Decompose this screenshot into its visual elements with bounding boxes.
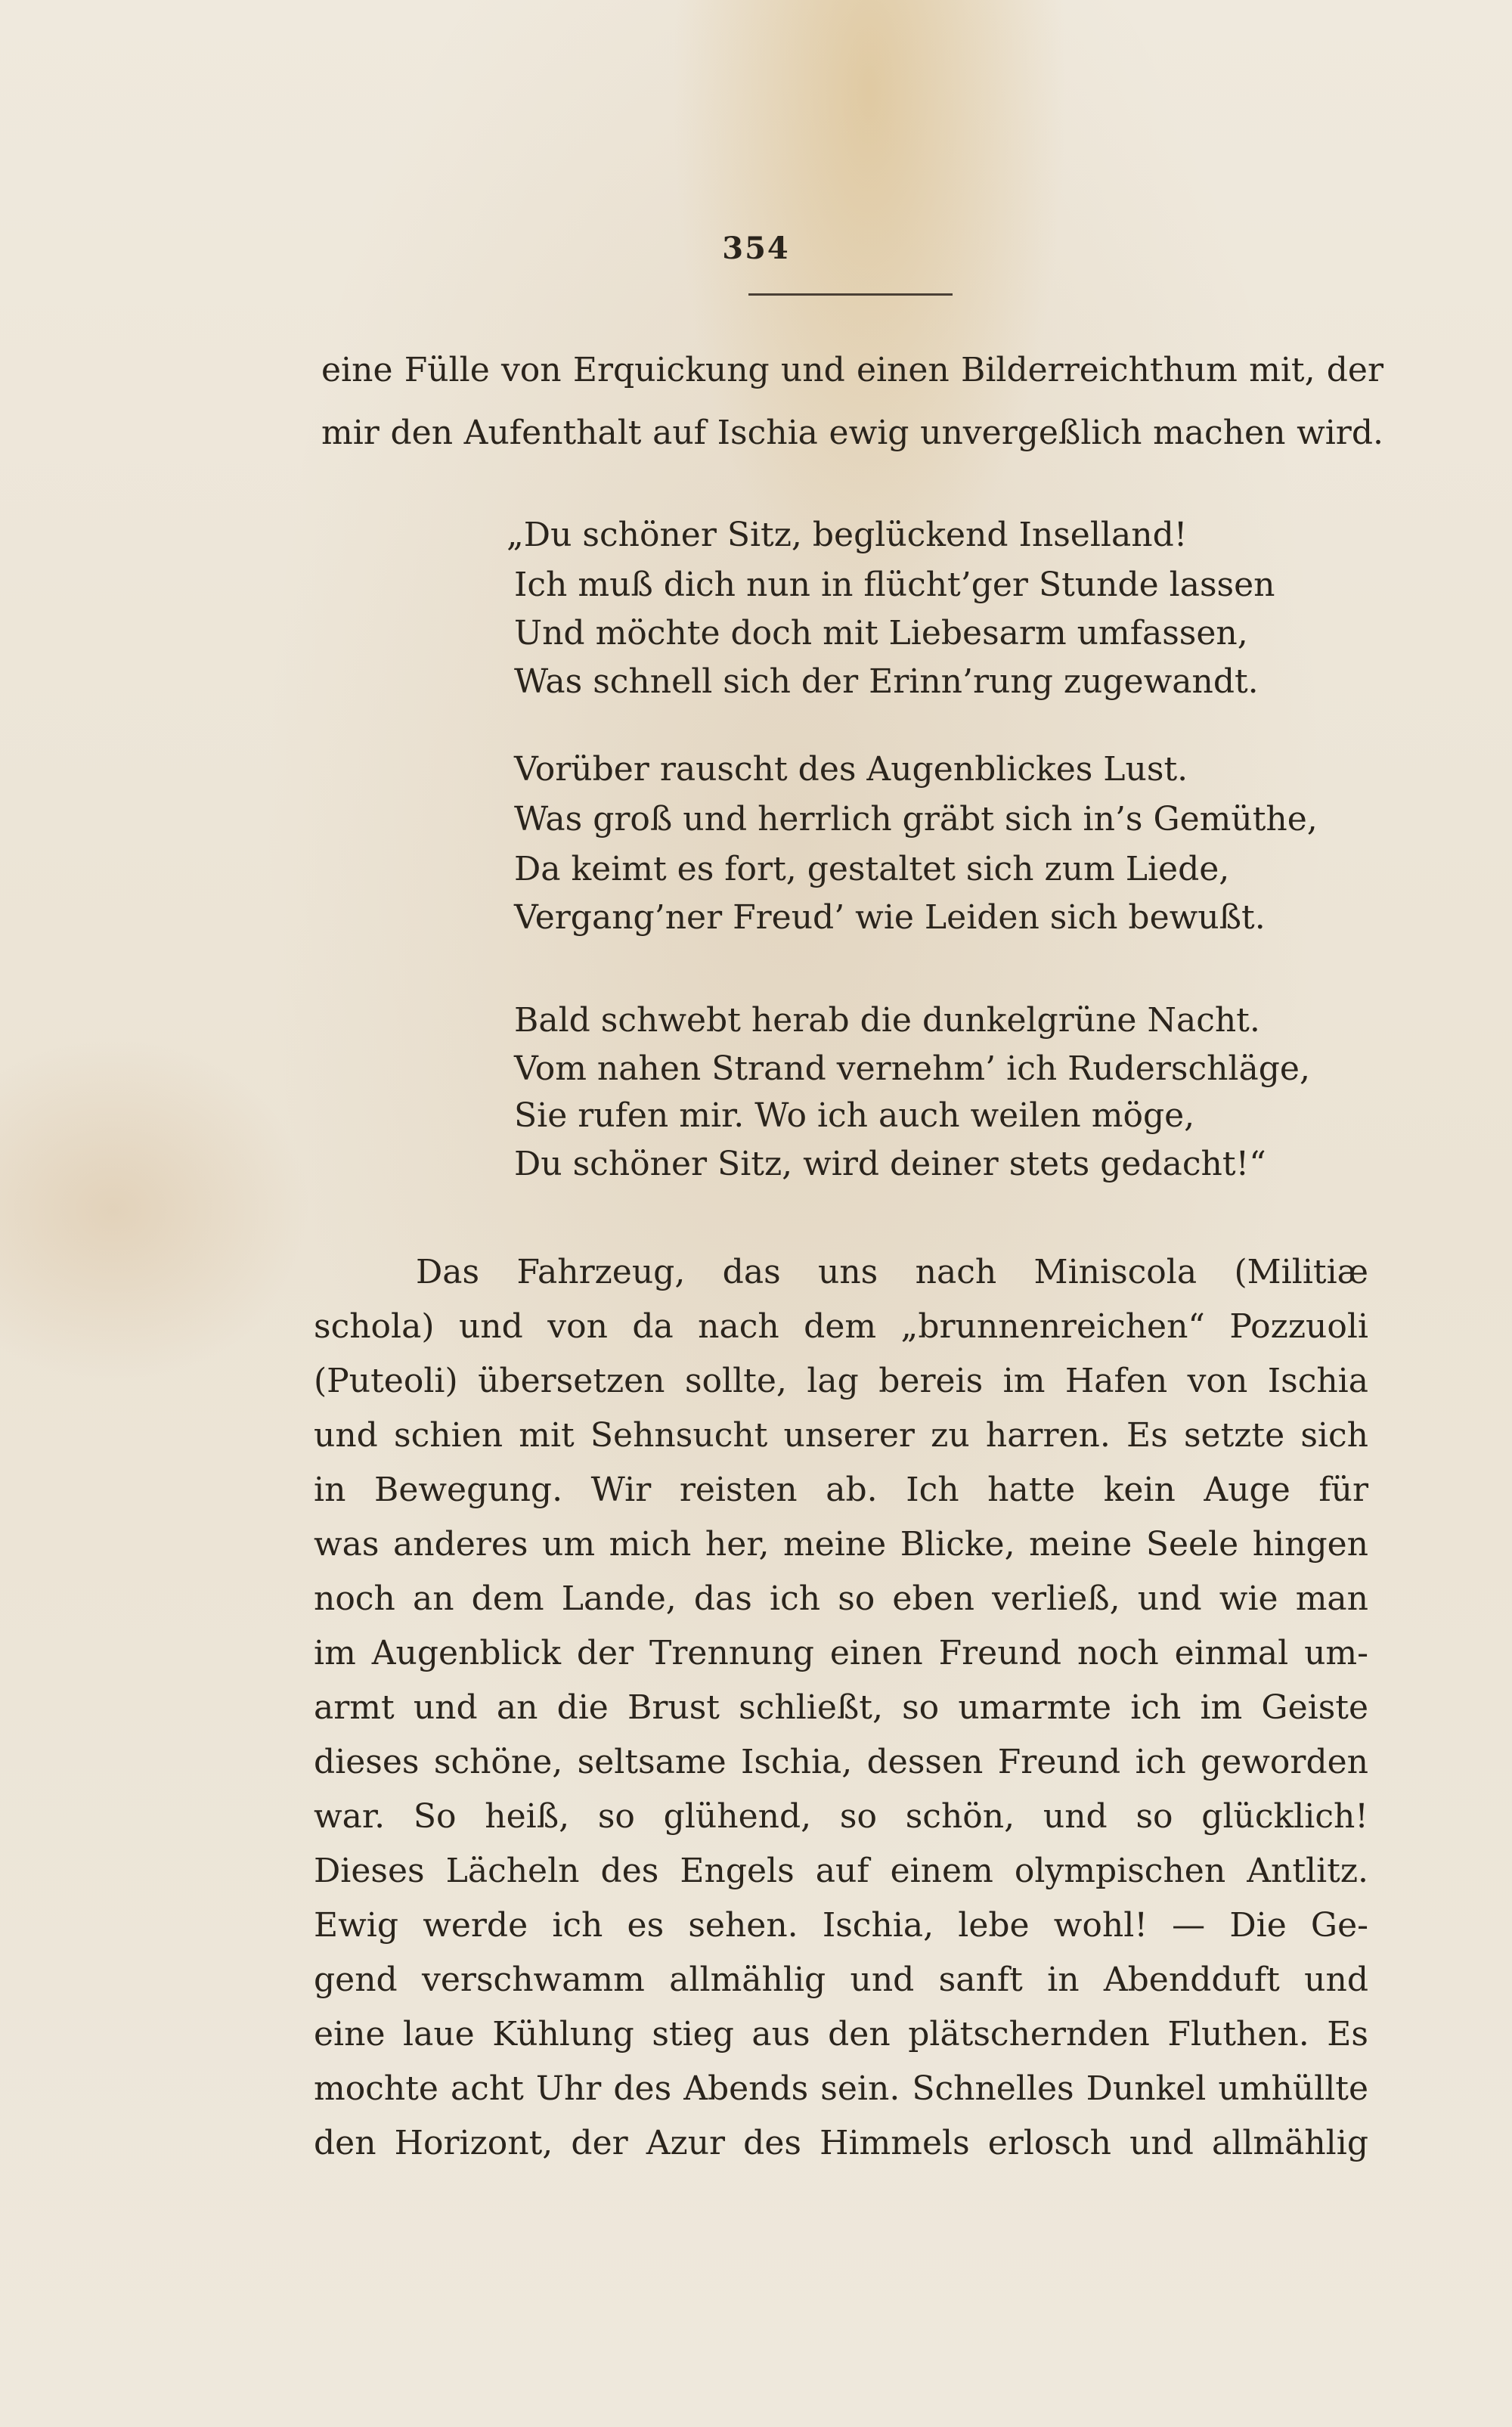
poem-line: Du schöner Sitz, wird deiner stets gedacht!“ [514,1145,1266,1183]
poem-line: Was groß und herrlich gräbt sich in’s Gemüthe, [514,800,1318,838]
header-rule [748,293,953,296]
paragraph-line: was anderes um mich her, meine Blicke, meine Seele hingen [314,1525,1368,1564]
paragraph-line: Das Fahrzeug, das uns nach Miniscola (Militiæ [416,1253,1368,1291]
poem-line: Da keimt es fort, gestaltet sich zum Liede, [514,850,1230,888]
poem-line: Und möchte doch mit Liebesarm umfassen, [514,614,1248,652]
poem-line: Sie rufen mir. Wo ich auch weilen möge, [514,1096,1195,1135]
poem-line: Vorüber rauscht des Augenblickes Lust. [514,750,1188,789]
paragraph-line: schola) und von da nach dem „brunnenreichen“ Pozzuoli [314,1307,1368,1346]
poem-line: Was schnell sich der Erinn’rung zugewandt. [514,662,1259,701]
paragraph-line: dieses schöne, seltsame Ischia, dessen Freund ich geworden [314,1743,1368,1781]
poem-line: Bald schwebt herab die dunkelgrüne Nacht. [514,1001,1260,1040]
paragraph-line: eine laue Kühlung stieg aus den plätschernden Fluthen. Es [314,2015,1368,2053]
paragraph-line: gend verschwamm allmählig und sanft in Abendduft und [314,1961,1368,1999]
paragraph-line: im Augenblick der Trennung einen Freund noch einmal um- [314,1634,1368,1672]
poem-line: Ich muß dich nun in flücht’ger Stunde lassen [514,566,1275,604]
opening-line-1: eine Fülle von Erquickung und einen Bilderreichthum mit, der [321,351,1383,389]
paragraph-line: in Bewegung. Wir reisten ab. Ich hatte kein Auge für [314,1471,1368,1509]
paragraph-line: armt und an die Brust schließt, so umarmte ich im Geiste [314,1688,1368,1727]
opening-line-2: mir den Aufenthalt auf Ischia ewig unvergeßlich machen wird. [321,414,1383,452]
paragraph-line: Ewig werde ich es sehen. Ischia, lebe wohl! — Die Ge- [314,1906,1368,1945]
paragraph-line: war. So heiß, so glühend, so schön, und so glücklich! [314,1797,1368,1836]
paragraph-line: noch an dem Lande, das ich so eben verließ, und wie man [314,1579,1368,1618]
poem-line: „Du schöner Sitz, beglückend Inselland! [507,516,1188,554]
paragraph-line: den Horizont, der Azur des Himmels erlosch und allmählig [314,2124,1368,2162]
poem-line: Vergang’ner Freud’ wie Leiden sich bewußt. [514,898,1266,937]
page-number: 354 [722,231,790,266]
poem-line: Vom nahen Strand vernehm’ ich Ruderschläge, [514,1049,1310,1088]
paragraph-line: und schien mit Sehnsucht unserer zu harren. Es setzte sich [314,1416,1368,1455]
paragraph-line: Dieses Lächeln des Engels auf einem olympischen Antlitz. [314,1852,1368,1890]
paragraph-line: mochte acht Uhr des Abends sein. Schnelles Dunkel umhüllte [314,2069,1368,2108]
paragraph-line: (Puteoli) übersetzen sollte, lag bereis im Hafen von Ischia [314,1362,1368,1400]
